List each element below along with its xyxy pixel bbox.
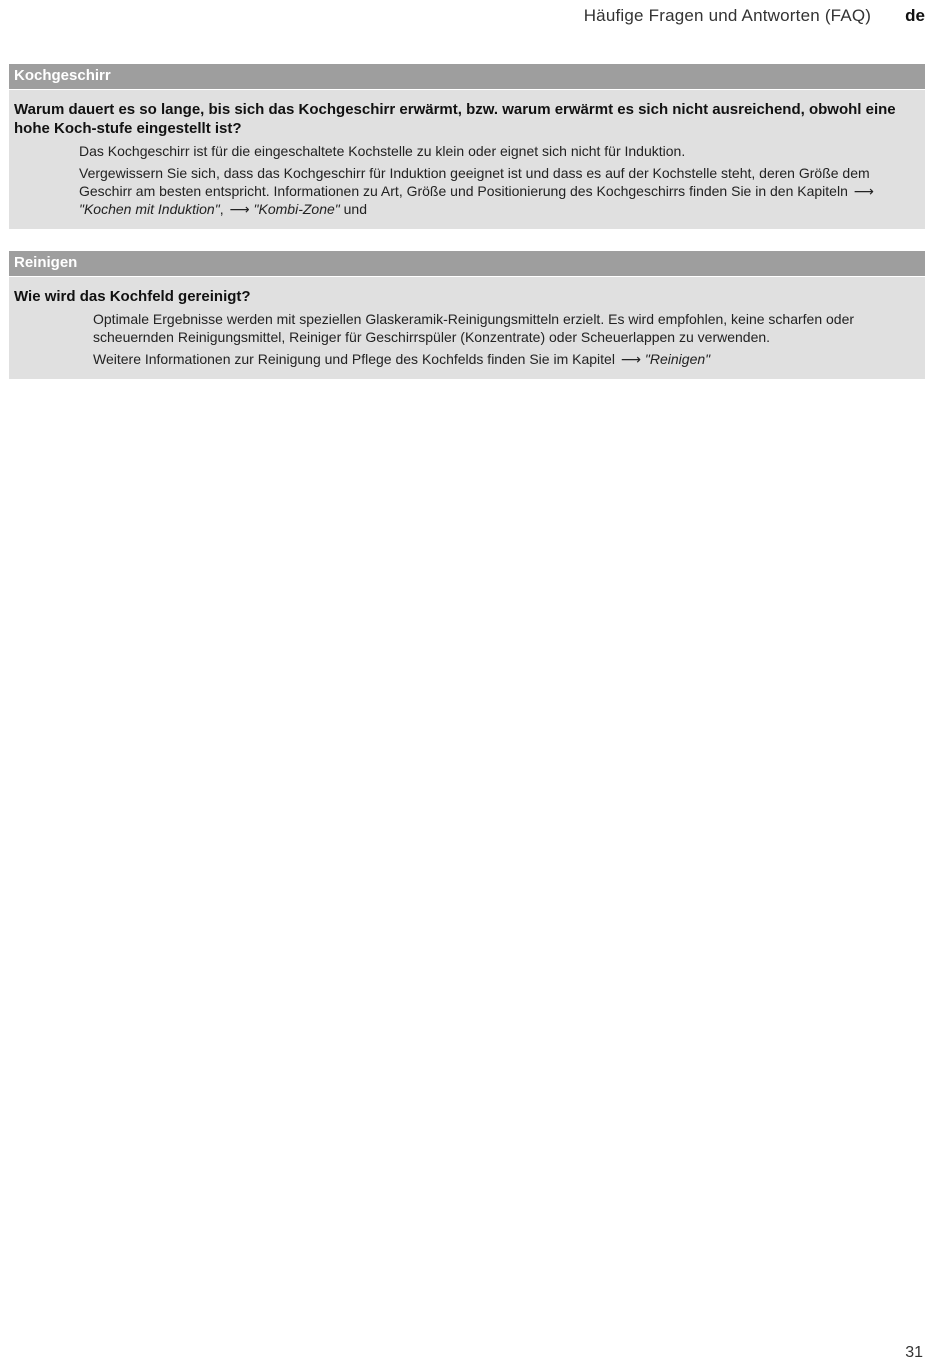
chapter-reference-link[interactable]: "Reinigen" — [644, 351, 711, 367]
faq-question: Warum dauert es so lange, bis sich das Kochgeschirr erwärmt, bzw. warum erwärmt es sich nicht ausreichend, obwohl eine hohe Koch-stufe eingestellt ist? — [14, 101, 896, 137]
page-number: 31 — [905, 1344, 923, 1361]
chapter-reference-link[interactable]: "Kochen mit Induktion" — [79, 201, 220, 217]
faq-question: Wie wird das Kochfeld gereinigt? — [14, 288, 251, 305]
answer-paragraph: Das Kochgeschirr ist für die eingeschaltete Kochstelle zu klein oder eignet sich nicht für Induktion. — [79, 143, 686, 159]
arrow-right-icon: ⟶ — [853, 183, 874, 199]
faq-section-kochgeschirr — [9, 64, 925, 229]
faq-section-reinigen — [9, 251, 925, 379]
section-heading: Reinigen — [9, 251, 925, 277]
faq-answer — [9, 142, 925, 218]
answer-text: Vergewissern Sie sich, dass das Kochgeschirr für Induktion geeignet ist und dass es auf der Kochstelle steht, deren Größe dem Geschirr am besten entspricht. Informationen zu Art, Größe und Positionierung des Kochgeschirrs finden Sie in den Kapiteln — [79, 165, 870, 199]
chapter-reference-link[interactable]: "Kombi-Zone" — [253, 201, 340, 217]
header-title: Häufige Fragen und Antworten (FAQ) — [583, 6, 872, 25]
section-heading: Kochgeschirr — [9, 64, 925, 90]
trailing-text: und — [343, 201, 367, 217]
arrow-right-icon: ⟶ — [620, 351, 641, 367]
page-header — [584, 6, 925, 26]
reference-separator: , — [219, 201, 224, 217]
answer-paragraph — [79, 164, 913, 218]
answer-text: Weitere Informationen zur Reinigung und Pflege des Kochfelds finden Sie im Kapitel — [93, 351, 615, 367]
arrow-right-icon: ⟶ — [229, 201, 250, 217]
answer-paragraph: Optimale Ergebnisse werden mit speziellen Glaskeramik-Reinigungsmitteln erzielt. Es wird empfohlen, keine scharfen oder scheuernden Reinigungsmittel, Reiniger für Geschirrspüler (Konzentrate) oder Scheuerlappen zu verwenden. — [93, 311, 855, 345]
faq-answer — [9, 310, 925, 368]
answer-paragraph — [93, 350, 913, 368]
language-code: de — [905, 6, 925, 25]
